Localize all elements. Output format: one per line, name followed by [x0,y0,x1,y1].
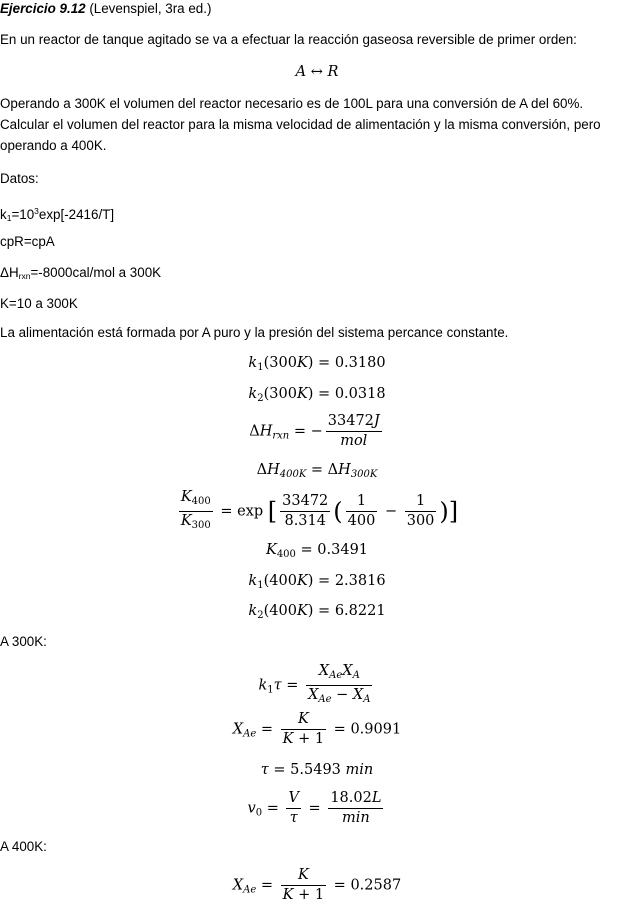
v0-num: 18.02 [330,790,372,806]
eq-k2-300: $k_2(300K) = 0.0318$ [248,386,386,404]
v0-unit: L [371,790,382,806]
k1-subscript: 1 [6,213,12,223]
eq-xae-300: $X_{Ae}$ = $\frac{K}{K + 1}$ = 0.9091 [232,711,402,747]
datos-cp: cpR=cpA [0,234,55,249]
section-400k: A 400K: [0,839,47,854]
datos-K: K=10 a 300K [0,296,78,311]
k1-400-value: 2.3816 [334,573,386,589]
k1-eq: =10 [11,207,35,222]
eq-delta-h-equal: $\Delta H_{400K} = \Delta H_{300K}$ [256,462,378,480]
eq-k-ratio: $\frac{K_{400}}{K_{300}}$ = exp [ $\frac{33472}{8.314}$ ( $\frac{1}{400}$ − $\frac{1}{300}$ )] [180,489,459,531]
eq-design-cstr: $k_1\tau$ = $\frac{X_{Ae}X_A}{X_{Ae} - X_A}$ [258,663,371,705]
exercise-source: (Levenspiel, 3ra ed.) [85,1,212,16]
ratio-frac-1: $\frac{33472}{8.314}$ [282,493,329,529]
delta-h-fraction [326,412,382,451]
reaction-text: A ↔ R [295,64,339,80]
problem-paragraph: Operando a 300K el volumen del reactor necesario es de 100L para una conversión de A del 60%. Calcular el volumen del reactor para la misma velocidad de alimentación y la misma conversión, pero operando a 400K. [0,96,601,153]
k1-rest: exp[-2416/T] [38,207,115,222]
dh-unit: J [373,413,380,429]
feed-text: La alimentación está formada por A puro y la presión del sistema percance constante. [0,325,509,340]
dh-rest: =-8000cal/mol a 300K [30,265,162,280]
eq-v0: $v_0$ = $\frac{V}{\tau}$ = $\frac{18.02L}{\min}$ [247,790,382,826]
eq-k2-400: $k_2(400K) = 6.8221$ [248,603,386,621]
section-300k: A 300K: [0,634,47,649]
v0-den: min [342,810,370,826]
tau-value: 5.5493 [290,762,341,778]
k2-400-value: 6.8221 [334,603,386,619]
eq-tau: τ = 5.5493 min [260,762,374,778]
k1-300-value: 0.3180 [334,355,386,371]
intro-text: En un reactor de tanque agitado se va a efectuar la reacción gaseosa reversible de primer orden: [0,32,577,47]
ratio-frac-2: $\frac{1}{400}$ [347,493,376,529]
exercise-title: Ejercicio 9.12 [0,1,86,16]
datos-label: Datos: [0,171,39,186]
dh-prefix: ΔH [0,265,19,280]
eq-xae-400: $X_{Ae}$ = $\frac{K}{K + 1}$ = 0.2587 [232,867,402,903]
k2-300-value: 0.0318 [334,386,386,402]
eq-delta-h: $\Delta H_{rxn}$ = − $\frac{33472J}{\text{mol}}$ [249,413,380,449]
datos-dh [0,264,161,285]
dh-num: 33472 [327,413,374,429]
dh-den: mol [340,433,368,449]
eq-k1-300: $k_1(300K) = 0.3180$ [248,355,386,373]
K400-value: 0.3491 [317,542,369,558]
tau-unit: min [345,762,374,778]
k1-exponent: 3 [34,206,39,216]
exercise-header [0,0,211,18]
k1-prefix: k [0,207,7,222]
eq-K400: $K_{400} = 0.3491$ [265,542,369,560]
dh-subscript: rxn [18,271,31,281]
xae-400-value: 0.2587 [350,877,402,894]
reaction-equation [0,62,634,82]
xae-300-value: 0.9091 [350,721,402,738]
ratio-frac-3: $\frac{1}{300}$ [406,493,435,529]
datos-k1 [0,202,114,227]
eq-k1-400: $k_1(400K) = 2.3816$ [248,573,386,591]
